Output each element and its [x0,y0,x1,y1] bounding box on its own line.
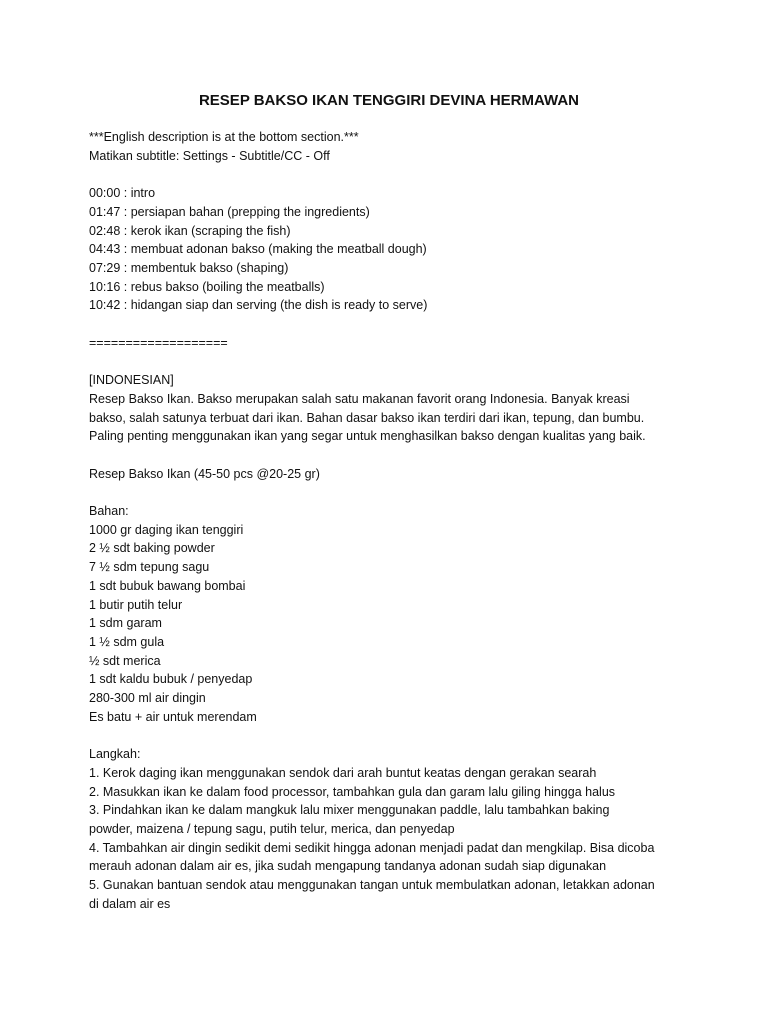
step-line: merauh adonan dalam air es, jika sudah mengapung tandanya adonan sudah siap digunakan [89,859,607,874]
timestamp-item: 10:16 : rebus bakso (boiling the meatballs) [89,279,325,294]
document-page [89,90,689,932]
timestamp-item: 01:47 : persiapan bahan (prepping the ingredients) [89,204,370,219]
step-line: powder, maizena / tepung sagu, putih telur, merica, dan penyedap [89,821,455,836]
step-line: 2. Masukkan ikan ke dalam food processor, tambahkan gula dan garam lalu giling hingga halus [89,784,616,799]
recipe-title: Resep Bakso Ikan (45-50 pcs @20-25 gr) [89,466,320,481]
ingredient-item: ½ sdt merica [89,653,161,668]
timestamp-item: 07:29 : membentuk bakso (shaping) [89,260,289,275]
ingredient-item: Es batu + air untuk merendam [89,709,257,724]
step-line: 3. Pindahkan ikan ke dalam mangkuk lalu mixer menggunakan paddle, lalu tambahkan baking [89,803,610,818]
step-line: 4. Tambahkan air dingin sedikit demi sedikit hingga adonan menjadi padat dan mengkilap. Bisa dicoba [89,840,655,855]
intro-section [89,128,689,165]
description-line: Paling penting menggunakan ikan yang segar untuk menghasilkan bakso dengan kualitas yang baik. [89,429,646,444]
ingredient-item: 1 sdt bubuk bawang bombai [89,578,246,593]
ingredient-item: 280-300 ml air dingin [89,691,206,706]
recipe-title-section [89,465,689,484]
subtitle-note: Matikan subtitle: Settings - Subtitle/CC - Off [89,148,330,163]
divider-section [89,334,689,353]
step-line: di dalam air es [89,896,171,911]
timestamp-item: 04:43 : membuat adonan bakso (making the meatball dough) [89,242,427,257]
description-line: bakso, salah satunya terbuat dari ikan. Bahan dasar bakso ikan terdiri dari ikan, tepung, dan bumbu. [89,410,645,425]
timestamp-item: 10:42 : hidangan siap dan serving (the dish is ready to serve) [89,298,428,313]
ingredient-item: 2 ½ sdt baking powder [89,541,215,556]
step-line: 5. Gunakan bantuan sendok atau menggunakan tangan untuk membulatkan adonan, letakkan adonan [89,878,655,893]
ingredient-item: 1 butir putih telur [89,597,183,612]
timestamp-item: 00:00 : intro [89,186,156,201]
english-note: ***English description is at the bottom section.*** [89,130,359,144]
ingredient-item: 1000 gr daging ikan tenggiri [89,522,244,537]
indonesian-section [89,371,689,446]
step-line: 1. Kerok daging ikan menggunakan sendok dari arah buntut keatas dengan gerakan searah [89,765,597,780]
ingredients-section [89,502,689,726]
steps-section [89,745,689,913]
ingredient-item: 1 sdt kaldu bubuk / penyedap [89,672,253,687]
indonesian-heading: [INDONESIAN] [89,373,174,388]
ingredient-item: 1 sdm garam [89,616,162,631]
timestamps-list [89,184,689,315]
ingredients-heading: Bahan: [89,503,129,518]
ingredient-item: 7 ½ sdm tepung sagu [89,560,210,575]
description-line: Resep Bakso Ikan. Bakso merupakan salah satu makanan favorit orang Indonesia. Banyak kreasi [89,391,630,406]
divider-line: =================== [89,335,228,350]
timestamp-item: 02:48 : kerok ikan (scraping the fish) [89,223,291,238]
steps-heading: Langkah: [89,747,141,762]
document-title: RESEP BAKSO IKAN TENGGIRI DEVINA HERMAWAN [198,92,580,109]
ingredient-item: 1 ½ sdm gula [89,634,165,649]
